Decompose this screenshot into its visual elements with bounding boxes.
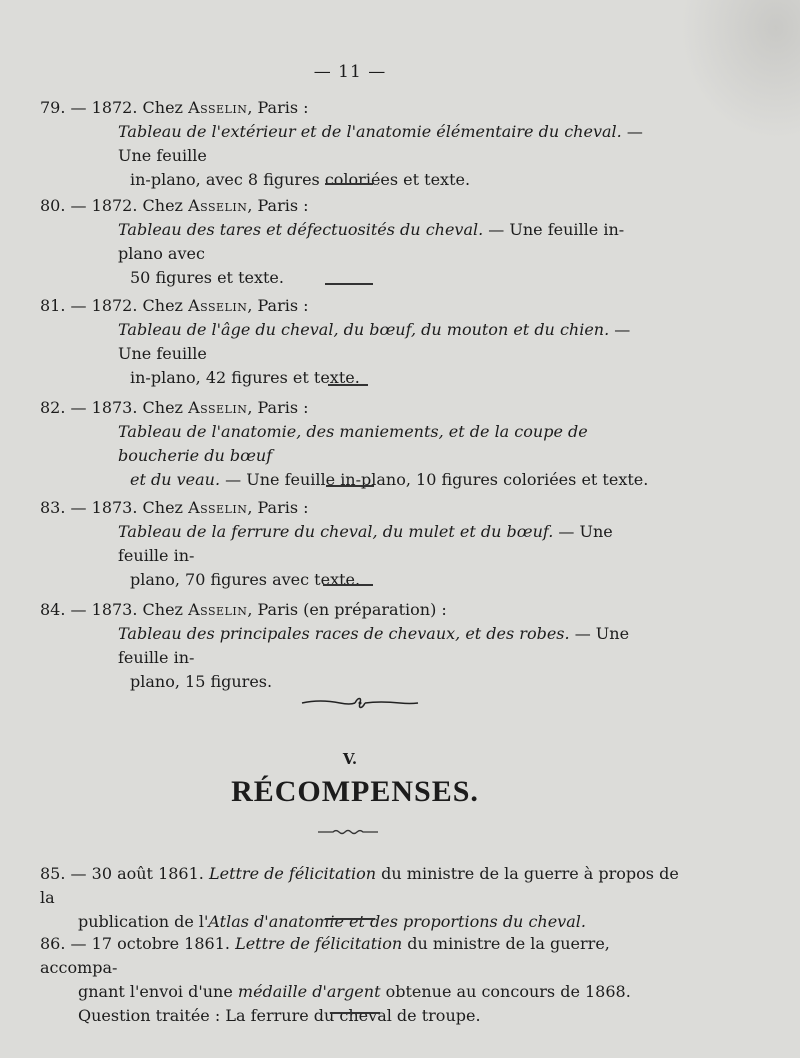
award-number: 86. [40,934,66,953]
entry-publisher: Asselin [188,600,248,619]
entry-rest1: — Une feuille [118,122,643,165]
entry-number: 81. [40,296,66,315]
award-date: — 17 octobre 1861. [70,934,230,953]
divider-rule [325,918,375,920]
entry-body [40,120,665,168]
entry-city: , Paris (en préparation) : [247,600,447,619]
entry-rest2: in-plano, avec 8 figures coloriées et texte. [130,170,471,189]
entry-82 [40,396,665,492]
entry-number: 79. [40,98,66,117]
entry-chez: Chez [142,600,183,619]
entry-year: — 1872. [70,196,138,215]
entry-number: 82. [40,398,66,417]
entry-head [40,194,665,218]
award-medal: médaille d'argent [237,982,381,1001]
ornament-divider [300,695,420,711]
divider-rule [325,283,373,285]
entry-rest2: in-plano, 42 figures et texte. [130,368,360,387]
entry-chez: Chez [142,98,183,117]
entry-body [40,318,665,366]
entry-year: — 1873. [70,398,138,417]
entry-body [40,622,665,670]
entry-head [40,496,665,520]
award-line1 [40,932,680,980]
entry-rest2: — Une feuille in-plano, 10 figures coloriées et texte. [225,470,649,489]
entry-rest2: 50 figures et texte. [130,268,284,287]
award-text: du ministre de la guerre à propos de la [40,864,679,907]
award-text-a: publication de l' [78,912,209,931]
entry-body [40,218,665,266]
entry-head [40,294,665,318]
entry-title: Tableau de l'âge du cheval, du bœuf, du mouton et du chien. [118,320,610,339]
entry-publisher: Asselin [188,98,248,117]
award-85 [40,862,680,934]
wavy-rule [318,828,378,836]
entry-city: , Paris : [247,398,309,417]
divider-rule [325,183,373,185]
entry-title-cont: et du veau. [130,470,221,489]
section-number: V. [342,750,358,768]
entry-number: 83. [40,498,66,517]
entry-publisher: Asselin [188,498,248,517]
entry-rest1: — Une feuille [118,320,631,363]
entry-81 [40,294,665,390]
entry-year: — 1872. [70,98,138,117]
award-type: Lettre de félicitation [235,934,403,953]
entry-title: Tableau de l'anatomie, des maniements, et de la coupe de boucherie du bœuf [118,422,588,465]
entry-publisher: Asselin [188,398,248,417]
entry-chez: Chez [142,498,183,517]
divider-rule [330,1012,380,1014]
entry-publisher: Asselin [188,196,248,215]
entry-city: , Paris : [247,98,309,117]
divider-rule [326,485,374,487]
entry-rest2: plano, 70 figures avec texte. [130,570,361,589]
entry-rest1: — Une feuille in- [118,522,613,565]
award-number: 85. [40,864,66,883]
entry-number: 80. [40,196,66,215]
award-text-a: gnant l'envoi d'une [78,982,233,1001]
divider-rule [328,384,368,386]
award-text-b: obtenue au concours de 1868. [385,982,631,1001]
entry-chez: Chez [142,296,183,315]
entry-city: , Paris : [247,196,309,215]
award-type: Lettre de félicitation [208,864,377,883]
entry-rest2: plano, 15 figures. [130,672,273,691]
entry-79 [40,96,665,192]
entry-line2 [40,468,665,492]
award-line3: Question traitée : La ferrure du cheval de troupe. [78,1006,481,1025]
award-publication: Atlas d'anatomie et des proportions du cheval. [208,912,586,931]
award-line1 [40,862,680,910]
entry-rest1: — Une feuille in-plano avec [118,220,625,263]
entry-city: , Paris : [247,296,309,315]
entry-head [40,598,665,622]
entry-year: — 1873. [70,498,138,517]
entry-year: — 1873. [70,600,138,619]
entry-head [40,96,665,120]
award-line2 [40,980,680,1004]
entry-chez: Chez [142,398,183,417]
award-date: — 30 août 1861. [70,864,204,883]
entry-83 [40,496,665,592]
entry-year: — 1872. [70,296,138,315]
award-line2 [40,910,680,934]
entry-city: , Paris : [247,498,309,517]
entry-chez: Chez [142,196,183,215]
entry-title: Tableau de l'extérieur et de l'anatomie élémentaire du cheval. [118,122,622,141]
entry-title: Tableau de la ferrure du cheval, du mulet et du bœuf. [118,522,554,541]
entry-rest1: — Une feuille in- [118,624,630,667]
award-text: du ministre de la guerre, accompa- [40,934,610,977]
entry-title: Tableau des tares et défectuosités du cheval. [118,220,484,239]
entry-80 [40,194,665,290]
entry-title: Tableau des principales races de chevaux, et des robes. [118,624,570,643]
entry-body [40,520,665,568]
entry-body [40,420,665,468]
entry-publisher: Asselin [188,296,248,315]
entry-number: 84. [40,600,66,619]
entry-84 [40,598,665,694]
entry-head [40,396,665,420]
divider-rule [323,584,373,586]
section-title: RÉCOMPENSES. [231,775,479,808]
page-number: — 11 — [313,62,387,82]
